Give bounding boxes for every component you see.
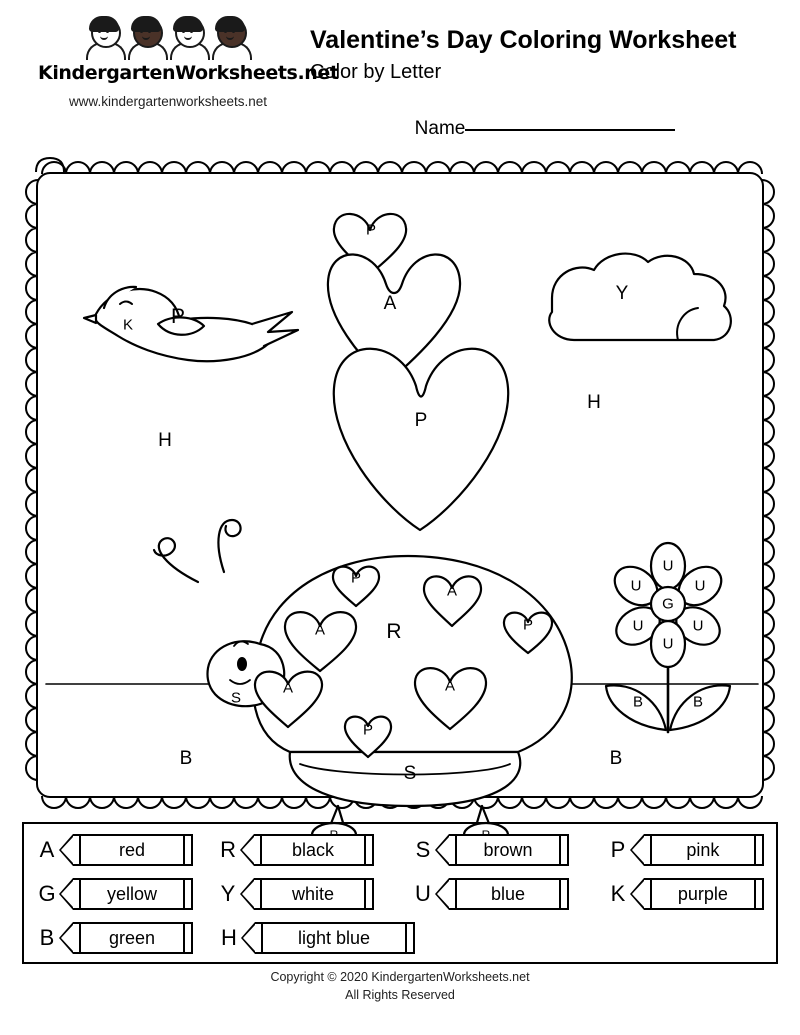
- letter-flower-petal-bottom: U: [662, 635, 674, 653]
- color-key-legend: [22, 822, 778, 964]
- letter-small-heart-top: P: [365, 221, 377, 239]
- legend-letter: Y: [220, 881, 236, 906]
- letter-flower-center: G: [662, 595, 674, 613]
- crayon-icon: [435, 878, 569, 910]
- coloring-artwork: [38, 174, 762, 796]
- crayon-icon: [59, 922, 193, 954]
- legend-color-name: yellow: [73, 878, 193, 910]
- ladybug-figure: [154, 520, 572, 847]
- page-subtitle: Color by Letter: [310, 61, 442, 83]
- letter-ladybug-heart-7: P: [362, 721, 374, 739]
- crayon-tip-icon: [435, 834, 449, 866]
- legend-item-g[interactable]: [24, 872, 217, 916]
- letter-cloud: Y: [615, 283, 629, 304]
- legend-letter: K: [610, 881, 626, 906]
- letter-medium-heart: A: [383, 293, 397, 314]
- copyright-text: Copyright © 2020 KindergartenWorksheets.net: [270, 970, 530, 984]
- flower-leaf-right: [670, 685, 730, 730]
- crayon-tip-icon: [241, 922, 255, 954]
- legend-row: [24, 916, 776, 960]
- legend-item-s[interactable]: [412, 828, 607, 872]
- page-header: [0, 0, 800, 150]
- crayon-icon: [59, 834, 193, 866]
- flower-center: [651, 587, 685, 621]
- cloud-figure: [549, 254, 731, 340]
- legend-color-name: black: [254, 834, 374, 866]
- legend-letter: R: [220, 837, 236, 862]
- rights-text: All Rights Reserved: [345, 988, 455, 1003]
- legend-row: [24, 872, 776, 916]
- name-input-line[interactable]: [465, 128, 675, 131]
- coloring-area: [36, 172, 764, 798]
- crayon-tip-icon: [435, 878, 449, 910]
- letter-ladybug-belly: S: [403, 763, 417, 784]
- legend-letter: B: [39, 925, 55, 950]
- letter-bird-body: P: [170, 305, 186, 328]
- crayon-icon: [240, 834, 374, 866]
- letter-sky-right: H: [587, 392, 601, 413]
- legend-letter: S: [415, 837, 431, 862]
- legend-letter: P: [610, 837, 626, 862]
- worksheet-title-block: [310, 26, 780, 84]
- letter-ladybug-heart-4: P: [522, 616, 534, 634]
- site-logo: [38, 18, 339, 109]
- legend-letter: G: [38, 881, 56, 906]
- artwork-svg: [38, 174, 766, 800]
- crayon-icon: [241, 922, 415, 954]
- crayon-tip-icon: [630, 878, 644, 910]
- legend-item-a[interactable]: [24, 828, 217, 872]
- crayon-tip-icon: [240, 878, 254, 910]
- legend-item-y[interactable]: [217, 872, 412, 916]
- legend-color-name: red: [73, 834, 193, 866]
- four-children-icon: [68, 18, 268, 60]
- letter-ladybug-heart-5: A: [282, 679, 294, 697]
- legend-color-name: pink: [644, 834, 764, 866]
- legend-color-name: blue: [449, 878, 569, 910]
- site-url: www.kindergartenworksheets.net: [68, 94, 268, 109]
- name-field: [310, 118, 780, 140]
- legend-item-r[interactable]: [217, 828, 412, 872]
- letter-large-heart: P: [414, 410, 428, 431]
- crayon-icon: [240, 878, 374, 910]
- page-footer: [0, 968, 800, 1004]
- legend-color-name: purple: [644, 878, 764, 910]
- flower-leaf-left: [606, 685, 666, 730]
- crayon-icon: [630, 834, 764, 866]
- legend-color-name: brown: [449, 834, 569, 866]
- name-label: Name: [414, 118, 466, 139]
- letter-grass-right: B: [609, 748, 623, 769]
- letter-flower-petal-upper-left: U: [630, 577, 642, 595]
- crayon-tip-icon: [59, 834, 73, 866]
- legend-color-name: white: [254, 878, 374, 910]
- letter-flower-leaf-left: B: [632, 693, 644, 711]
- large-heart: [334, 349, 508, 530]
- flower-petal-bottom: [651, 621, 685, 667]
- crayon-tip-icon: [59, 878, 73, 910]
- legend-letter: A: [39, 837, 55, 862]
- letter-flower-leaf-right: B: [692, 693, 704, 711]
- crayon-icon: [435, 834, 569, 866]
- crayon-icon: [630, 878, 764, 910]
- letter-ladybug-heart-2: A: [446, 582, 458, 600]
- letter-flower-petal-top: U: [662, 557, 674, 575]
- legend-row: [24, 828, 776, 872]
- flower-figure: [606, 543, 730, 732]
- legend-item-u[interactable]: [412, 872, 607, 916]
- legend-item-h[interactable]: [218, 916, 458, 960]
- flower-petal-top: [651, 543, 685, 589]
- legend-letter: U: [415, 881, 431, 906]
- site-logo-text: KindergartenWorksheets.net: [38, 62, 339, 84]
- legend-color-name: green: [73, 922, 193, 954]
- letter-ladybug-shell: R: [386, 620, 402, 643]
- coloring-frame: [22, 158, 778, 812]
- letter-flower-petal-upper-right: U: [694, 577, 706, 595]
- bird-figure: [84, 287, 298, 361]
- letter-ladybug-heart-6: A: [444, 677, 456, 695]
- letter-flower-petal-lower-right: U: [692, 617, 704, 635]
- page-title: Valentine’s Day Coloring Worksheet: [310, 26, 737, 54]
- crayon-icon: [59, 878, 193, 910]
- letter-bird-head: K: [122, 316, 134, 334]
- legend-letter: H: [221, 925, 237, 950]
- crayon-tip-icon: [59, 922, 73, 954]
- letter-grass-left: B: [179, 748, 193, 769]
- letter-ladybug-heart-3: A: [314, 621, 326, 639]
- legend-color-name: light blue: [255, 922, 415, 954]
- letter-ladybug-heart-1: P: [350, 569, 362, 587]
- crayon-tip-icon: [630, 834, 644, 866]
- letter-flower-petal-lower-left: U: [632, 617, 644, 635]
- letter-sky-left: H: [158, 430, 172, 451]
- legend-item-k[interactable]: [607, 872, 776, 916]
- letter-ladybug-head: S: [230, 689, 242, 707]
- legend-item-b[interactable]: [24, 916, 218, 960]
- legend-item-p[interactable]: [607, 828, 776, 872]
- crayon-tip-icon: [240, 834, 254, 866]
